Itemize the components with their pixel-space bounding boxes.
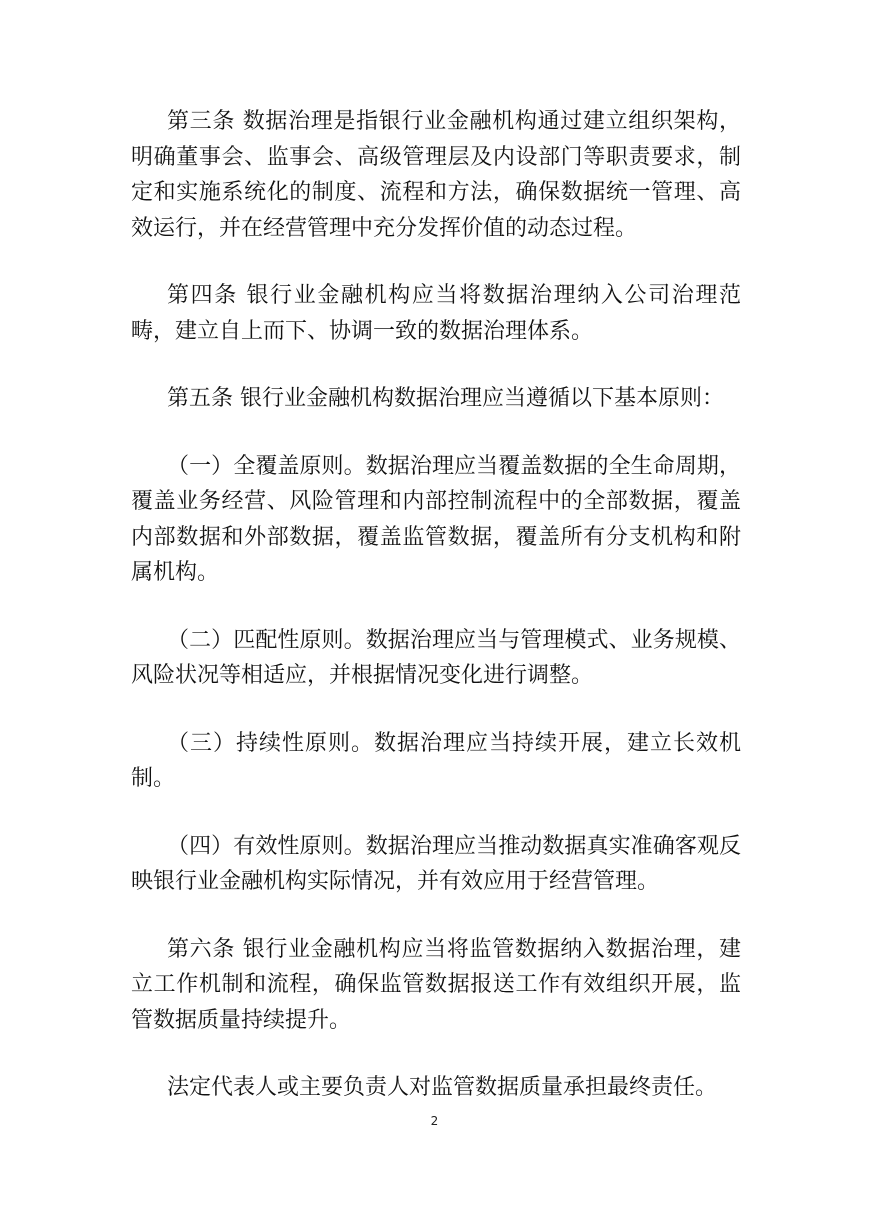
paragraph-article-5: 第五条 银行业金融机构数据治理应当遵循以下基本原则： <box>167 386 724 411</box>
paragraph-article-3: 第三条 数据治理是指银行业金融机构通过建立组织架构，明确董事会、监事会、高级管理层及内设部门等职责要求，制定和实施系统化的制度、流程和方法，确保数据统一管理、高效运行，并在经营管理中充分发挥价值的动态过程。 <box>131 109 741 241</box>
paragraph-principle-3: （三）持续性原则。数据治理应当持续开展，建立长效机制。 <box>131 730 741 791</box>
document-body <box>131 104 741 1106</box>
page-number: 2 <box>430 1114 439 1128</box>
paragraph-article-6: 第六条 银行业金融机构应当将监管数据纳入数据治理，建立工作机制和流程，确保监管数据报送工作有效组织开展，监管数据质量持续提升。 <box>131 936 741 1033</box>
paragraph-legal-representative: 法定代表人或主要负责人对监管数据质量承担最终责任。 <box>167 1075 718 1100</box>
paragraph-principle-2: （二）匹配性原则。数据治理应当与管理模式、业务规模、风险状况等相适应，并根据情况变化进行调整。 <box>131 627 741 688</box>
paragraph-principle-1: （一）全覆盖原则。数据治理应当覆盖数据的全生命周期，覆盖业务经营、风险管理和内部控制流程中的全部数据，覆盖内部数据和外部数据，覆盖监管数据，覆盖所有分支机构和附属机构。 <box>131 453 741 585</box>
paragraph-principle-4: （四）有效性原则。数据治理应当推动数据真实准确客观反映银行业金融机构实际情况，并有效应用于经营管理。 <box>131 833 741 894</box>
paragraph-article-4: 第四条 银行业金融机构应当将数据治理纳入公司治理范畴，建立自上而下、协调一致的数据治理体系。 <box>131 283 741 344</box>
